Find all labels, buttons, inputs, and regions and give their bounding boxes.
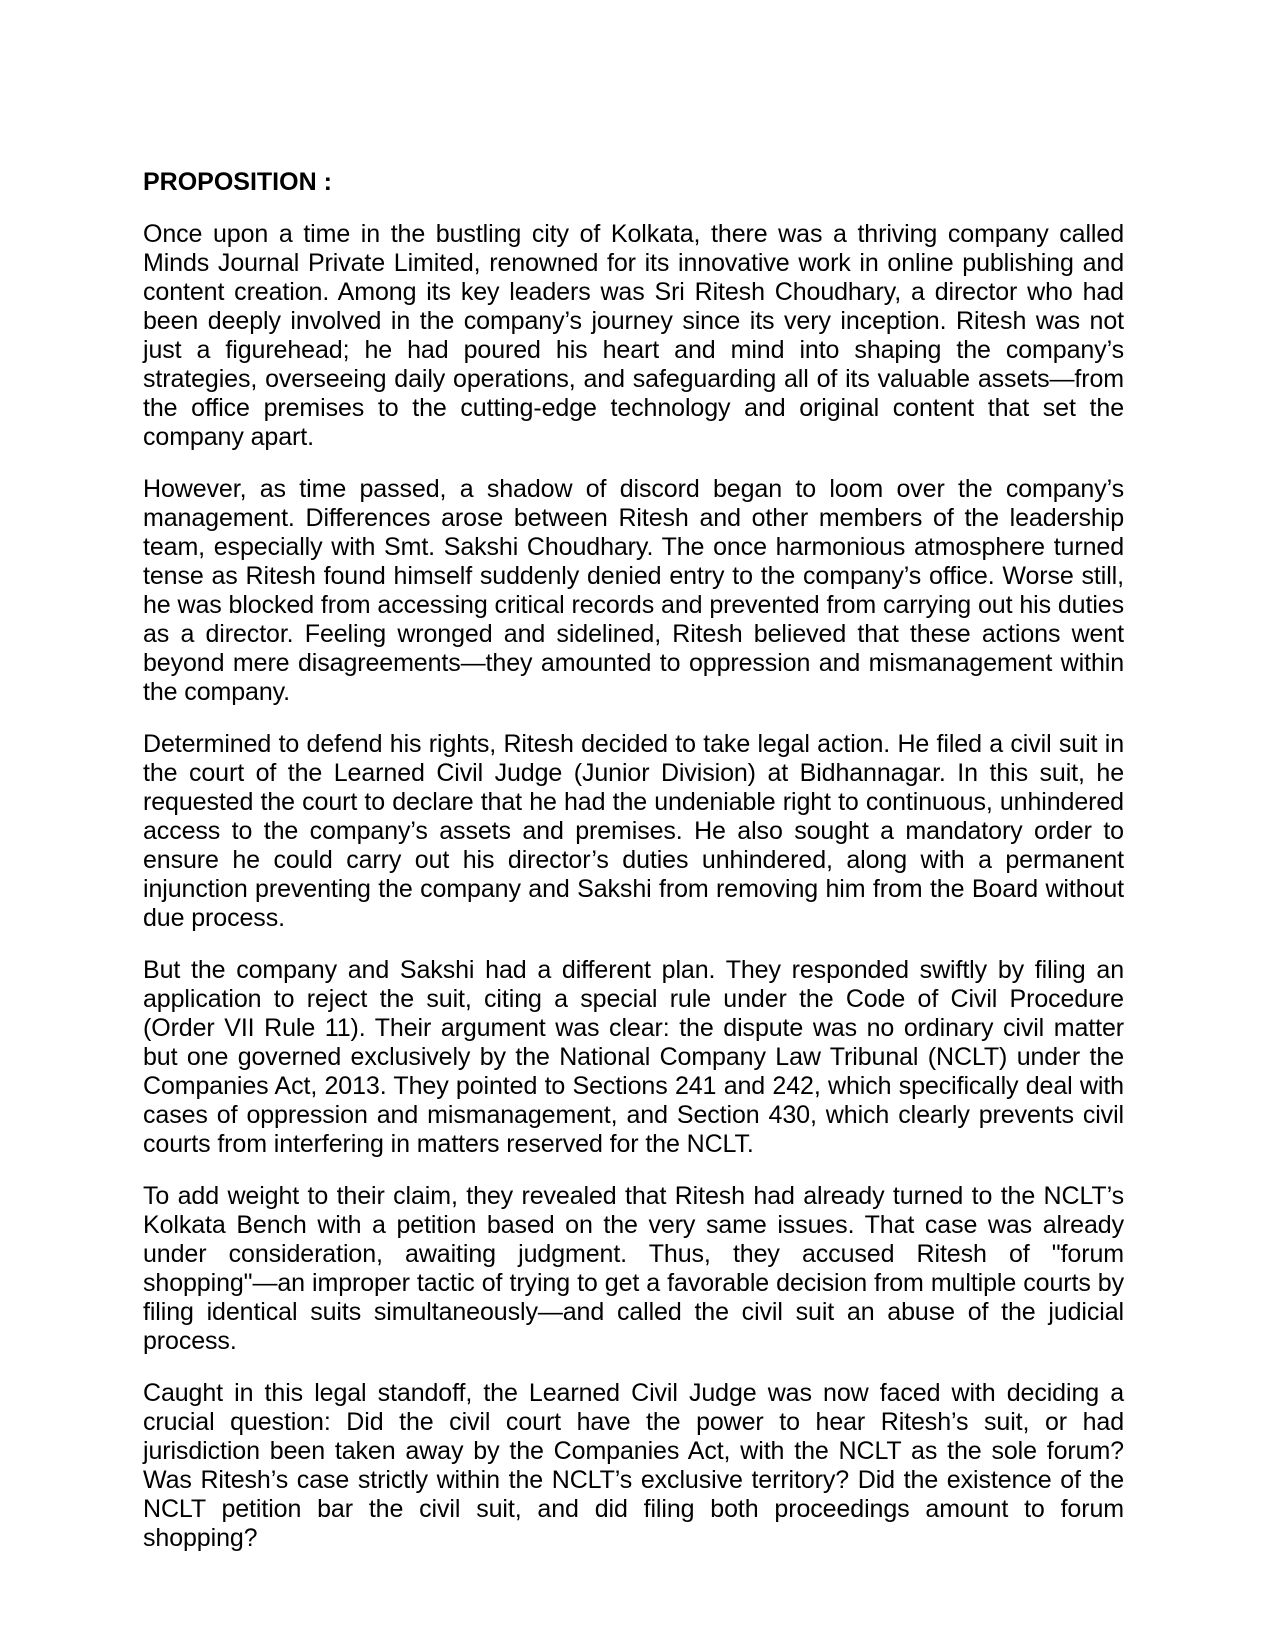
paragraph-civil-suit: Determined to defend his rights, Ritesh decided to take legal action. He filed a civil suit in the court of the Learned Civil Judge (Junior Division) at Bidhannagar. In this suit, he requested the court to declare that he had the undeniable right to continuous, unhindered access to the company’s assets and premises. He also sought a mandatory order to ensure he could carry out his director’s duties unhindered, along with a permanent injunction preventing the company and Sakshi from removing him from the Board without due process. [143, 730, 1124, 932]
paragraph-discord: However, as time passed, a shadow of discord began to loom over the company’s management. Differences arose between Ritesh and other members of the leadership team, especially with Smt. Sakshi Choudhary. The once harmonious atmosphere turned tense as Ritesh found himself suddenly denied entry to the company’s office. Worse still, he was blocked from accessing critical records and prevented from carrying out his duties as a director. Feeling wronged and sidelined, Ritesh believed that these actions went beyond mere disagreements—they amounted to oppression and mismanagement within the company. [143, 475, 1124, 706]
document-title: PROPOSITION : [143, 168, 332, 196]
paragraph-intro-company: Once upon a time in the bustling city of Kolkata, there was a thriving company called Minds Journal Private Limited, renowned for its innovative work in online publishing and content creation. Among its key leaders was Sri Ritesh Choudhary, a director who had been deeply involved in the company’s journey since its very inception. Ritesh was not just a figurehead; he had poured his heart and mind into shaping the company’s strategies, overseeing daily operations, and safeguarding all of its valuable assets—from the office premises to the cutting-edge technology and original content that set the company apart. [143, 220, 1124, 451]
document-body [143, 168, 1124, 1576]
paragraph-legal-question: Caught in this legal standoff, the Learned Civil Judge was now faced with deciding a crucial question: Did the civil court have the power to hear Ritesh’s suit, or had jurisdiction been taken away by the Companies Act, with the NCLT as the sole forum? Was Ritesh’s case strictly within the NCLT’s exclusive territory? Did the existence of the NCLT petition bar the civil suit, and did filing both proceedings amount to forum shopping? [143, 1379, 1124, 1552]
paragraph-forum-shopping: To add weight to their claim, they revealed that Ritesh had already turned to the NCLT’s Kolkata Bench with a petition based on the very same issues. That case was already under consideration, awaiting judgment. Thus, they accused Ritesh of "forum shopping"—an improper tactic of trying to get a favorable decision from multiple courts by filing identical suits simultaneously—and called the civil suit an abuse of the judicial process. [143, 1182, 1124, 1355]
paragraph-rejection-application: But the company and Sakshi had a different plan. They responded swiftly by filing an application to reject the suit, citing a special rule under the Code of Civil Procedure (Order VII Rule 11). Their argument was clear: the dispute was no ordinary civil matter but one governed exclusively by the National Company Law Tribunal (NCLT) under the Companies Act, 2013. They pointed to Sections 241 and 242, which specifically deal with cases of oppression and mismanagement, and Section 430, which clearly prevents civil courts from interfering in matters reserved for the NCLT. [143, 956, 1124, 1158]
